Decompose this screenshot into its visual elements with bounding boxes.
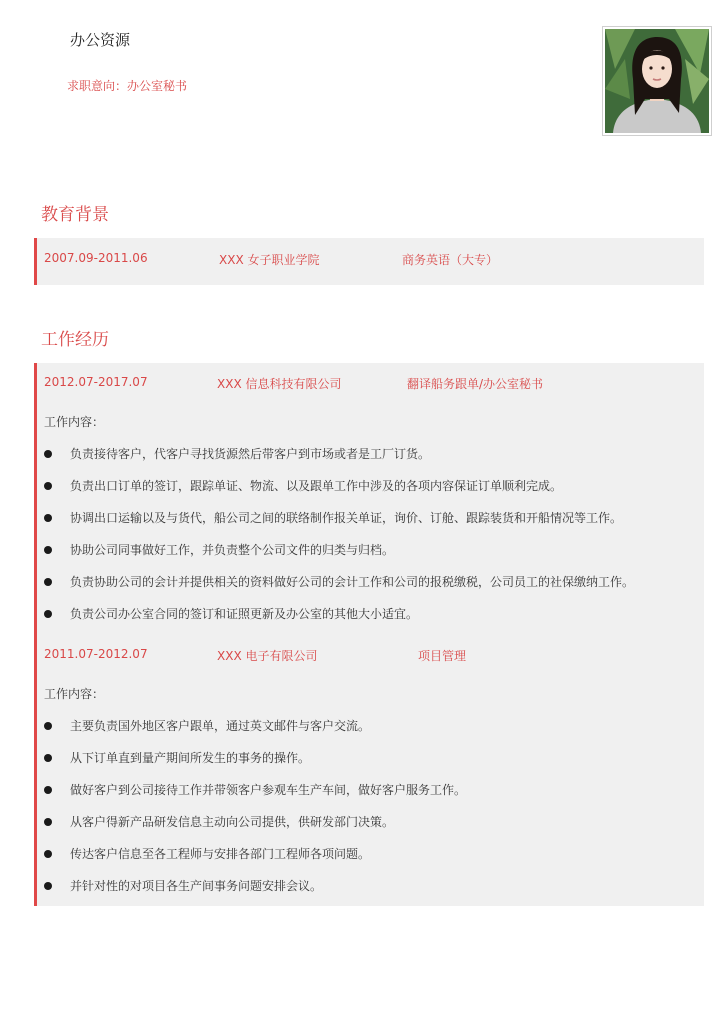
education-entry [44,251,694,269]
bullet-icon [44,786,52,794]
education-period: 2007.09-2011.06 [44,251,148,265]
profile-photo [602,26,712,136]
job-position: 项目管理 [418,649,467,663]
duty-text: 从客户得新产品研发信息主动向公司提供，供研发部门决策。 [70,815,395,829]
duty-item [44,541,694,559]
duty-text: 协助公司同事做好工作，并负责整个公司文件的归类与归档。 [70,543,395,557]
duty-item [44,717,694,735]
bullet-icon [44,882,52,890]
job-company: XXX 电子有限公司 [217,649,318,663]
education-school: XXX 女子职业学院 [219,253,320,267]
duty-text: 主要负责国外地区客户跟单，通过英文邮件与客户交流。 [70,719,371,733]
duty-text: 并针对性的对项目各生产间事务问题安排会议。 [70,879,323,893]
candidate-name: 办公资源 [70,31,131,49]
job-content-label: 工作内容： [44,687,105,701]
job-period: 2011.07-2012.07 [44,647,148,661]
bullet-icon [44,722,52,730]
bullet-icon [44,610,52,618]
duty-text: 协调出口运输以及与货代，船公司之间的联络制作报关单证，询价、订舱、跟踪装货和开船情况等工作。 [70,511,623,525]
duty-item [44,477,694,495]
work-panel [34,363,704,906]
duty-item [44,445,694,463]
duty-text: 负责接待客户，代客户寻找货源然后带客户到市场或者是工厂订货。 [70,447,431,461]
bullet-icon [44,578,52,586]
job-position: 翻译船务跟单/办公室秘书 [407,377,544,391]
duty-item [44,605,694,623]
duty-item [44,509,694,527]
job-content-label: 工作内容： [44,415,105,429]
job-objective: 求职意向：办公室秘书 [67,79,188,93]
job-company: XXX 信息科技有限公司 [217,377,342,391]
duty-item [44,573,694,591]
bullet-icon [44,450,52,458]
bullet-icon [44,546,52,554]
job-header [44,647,694,665]
job-period: 2012.07-2017.07 [44,375,148,389]
duty-item [44,877,694,895]
education-panel [34,238,704,285]
bullet-icon [44,754,52,762]
bullet-icon [44,482,52,490]
profile-photo-image [605,29,709,133]
bullet-icon [44,818,52,826]
duty-text: 负责出口订单的签订，跟踪单证、物流、以及跟单工作中涉及的各项内容保证订单顺利完成。 [70,479,563,493]
education-section-title: 教育背景 [41,205,109,225]
duty-text: 做好客户到公司接待工作并带领客户参观车生产车间，做好客户服务工作。 [70,783,467,797]
duty-text: 从下订单直到量产期间所发生的事务的操作。 [70,751,311,765]
duty-item [44,813,694,831]
job-header [44,375,694,393]
bullet-icon [44,850,52,858]
duty-item [44,781,694,799]
bullet-icon [44,514,52,522]
duty-text: 负责公司办公室合同的签订和证照更新及办公室的其他大小适宜。 [70,607,419,621]
duty-item [44,749,694,767]
duty-text: 负责协助公司的会计并提供相关的资料做好公司的会计工作和公司的报税缴税，公司员工的社保缴纳工作。 [70,575,635,589]
education-major: 商务英语（大专） [402,253,499,267]
duty-text: 传达客户信息至各工程师与安排各部门工程师各项问题。 [70,847,371,861]
duty-item [44,845,694,863]
work-section-title: 工作经历 [41,330,109,350]
